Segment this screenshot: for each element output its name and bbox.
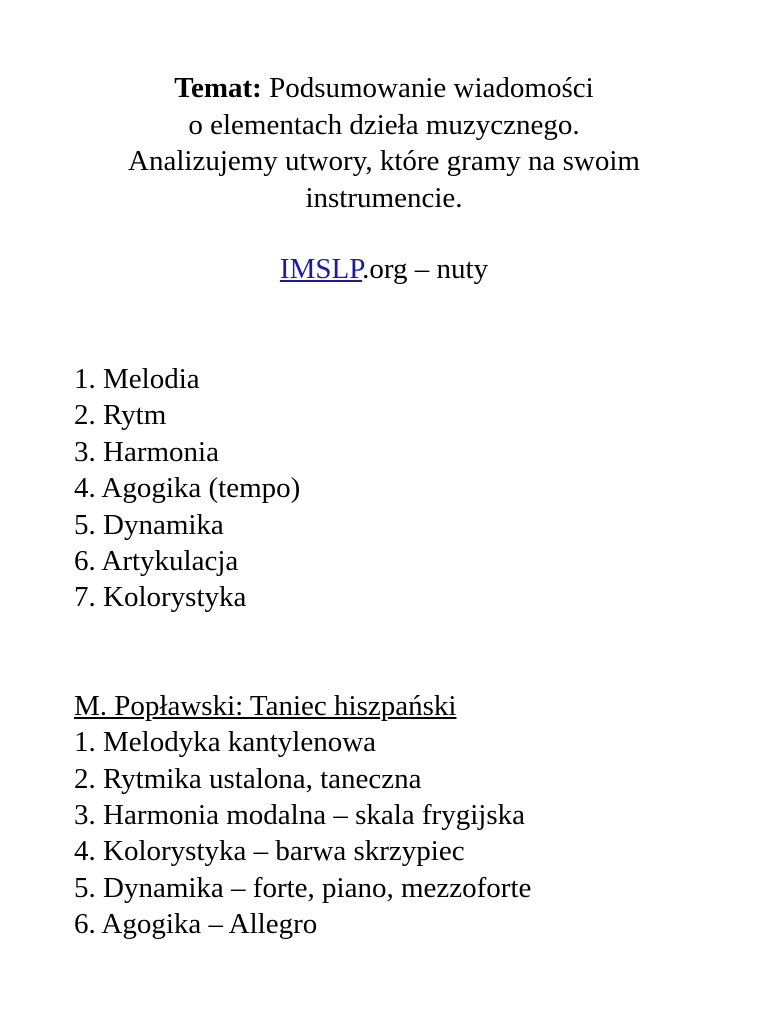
imslp-link[interactable]: IMSLP [279, 253, 363, 285]
elements-list [74, 361, 300, 616]
topic-line-2: o elementach dzieła muzycznego. [188, 108, 580, 141]
piece-analysis [74, 688, 531, 943]
piece-analysis-list [74, 724, 531, 942]
list-item: 1. Melodia [74, 363, 200, 395]
list-item: 1. Melodyka kantylenowa [74, 726, 377, 759]
list-item: 7. Kolorystyka [74, 581, 247, 614]
list-item: 2. Rytm [74, 399, 167, 432]
list-item: 4. Kolorystyka – barwa skrzypiec [74, 835, 465, 868]
imslp-line [60, 251, 708, 287]
topic-line-1 [60, 70, 708, 107]
topic-heading [60, 70, 708, 216]
topic-line-3: Analizujemy utwory, które gramy na swoim [128, 145, 640, 177]
imslp-suffix: .org – nuty [362, 253, 489, 285]
list-item: 4. Agogika (tempo) [74, 472, 301, 505]
list-item: 3. Harmonia [74, 435, 219, 468]
piece-title: M. Popławski: Taniec hiszpański [74, 690, 457, 722]
list-item: 3. Harmonia modalna – skala frygijska [74, 799, 525, 832]
list-item: 5. Dynamika [74, 508, 224, 541]
list-item: 6. Artykulacja [74, 545, 239, 578]
topic-label: Temat: [174, 72, 262, 104]
topic-title: Podsumowanie wiadomości [269, 72, 594, 104]
list-item: 5. Dynamika – forte, piano, mezzoforte [74, 871, 532, 904]
list-item: 6. Agogika – Allegro [74, 908, 318, 941]
topic-line-4: instrumencie. [305, 181, 463, 214]
list-item: 2. Rytmika ustalona, taneczna [74, 762, 422, 795]
